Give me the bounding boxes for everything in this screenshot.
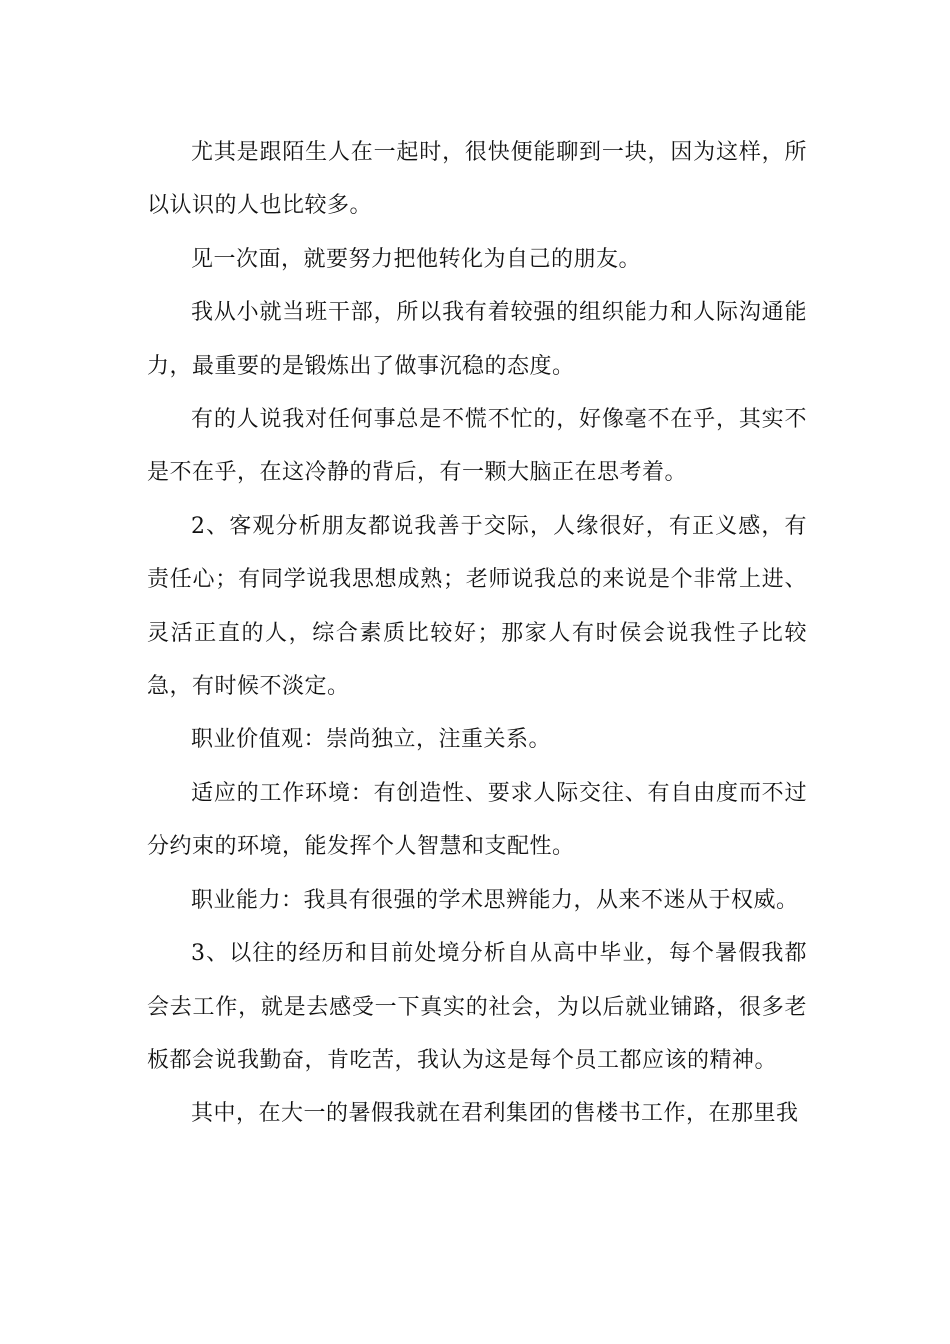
paragraph: 见一次面，就要努力把他转化为自己的朋友。: [191, 246, 642, 272]
paragraph: 2、客观分析朋友都说我善于交际，人缘很好，有正义感，有责任心；有同学说我思想成熟；老师说我总的来说是个非常上进、灵活正直的人，综合素质比较好；那家人有时侯会说我性子比较急，有时候不淡定。: [147, 513, 807, 700]
paragraph: 我从小就当班干部，所以我有着较强的组织能力和人际沟通能力，最重要的是锻炼出了做事沉稳的态度。: [147, 300, 807, 379]
paragraph: 尤其是跟陌生人在一起时，很快便能聊到一块，因为这样，所以认识的人也比较多。: [147, 140, 807, 219]
paragraph: 其中，在大一的暑假我就在君利集团的售楼书工作，在那里我: [191, 1101, 799, 1127]
paragraph: 职业能力：我具有很强的学术思辨能力，从来不迷从于权威。: [191, 887, 799, 913]
paragraph: 3、以往的经历和目前处境分析自从高中毕业，每个暑假我都会去工作，就是去感受一下真实的社会，为以后就业铺路，很多老板都会说我勤奋，肯吃苦，我认为这是每个员工都应该的精神。: [147, 941, 807, 1073]
paragraph: 职业价值观：崇尚独立，注重关系。: [191, 727, 552, 753]
paragraph: 适应的工作环境：有创造性、要求人际交往、有自由度而不过分约束的环境，能发挥个人智慧和支配性。: [147, 780, 807, 860]
document-body: [147, 126, 807, 1141]
paragraph: 有的人说我对任何事总是不慌不忙的，好像毫不在乎，其实不是不在乎，在这冷静的背后，有一颗大脑正在思考着。: [147, 407, 807, 486]
